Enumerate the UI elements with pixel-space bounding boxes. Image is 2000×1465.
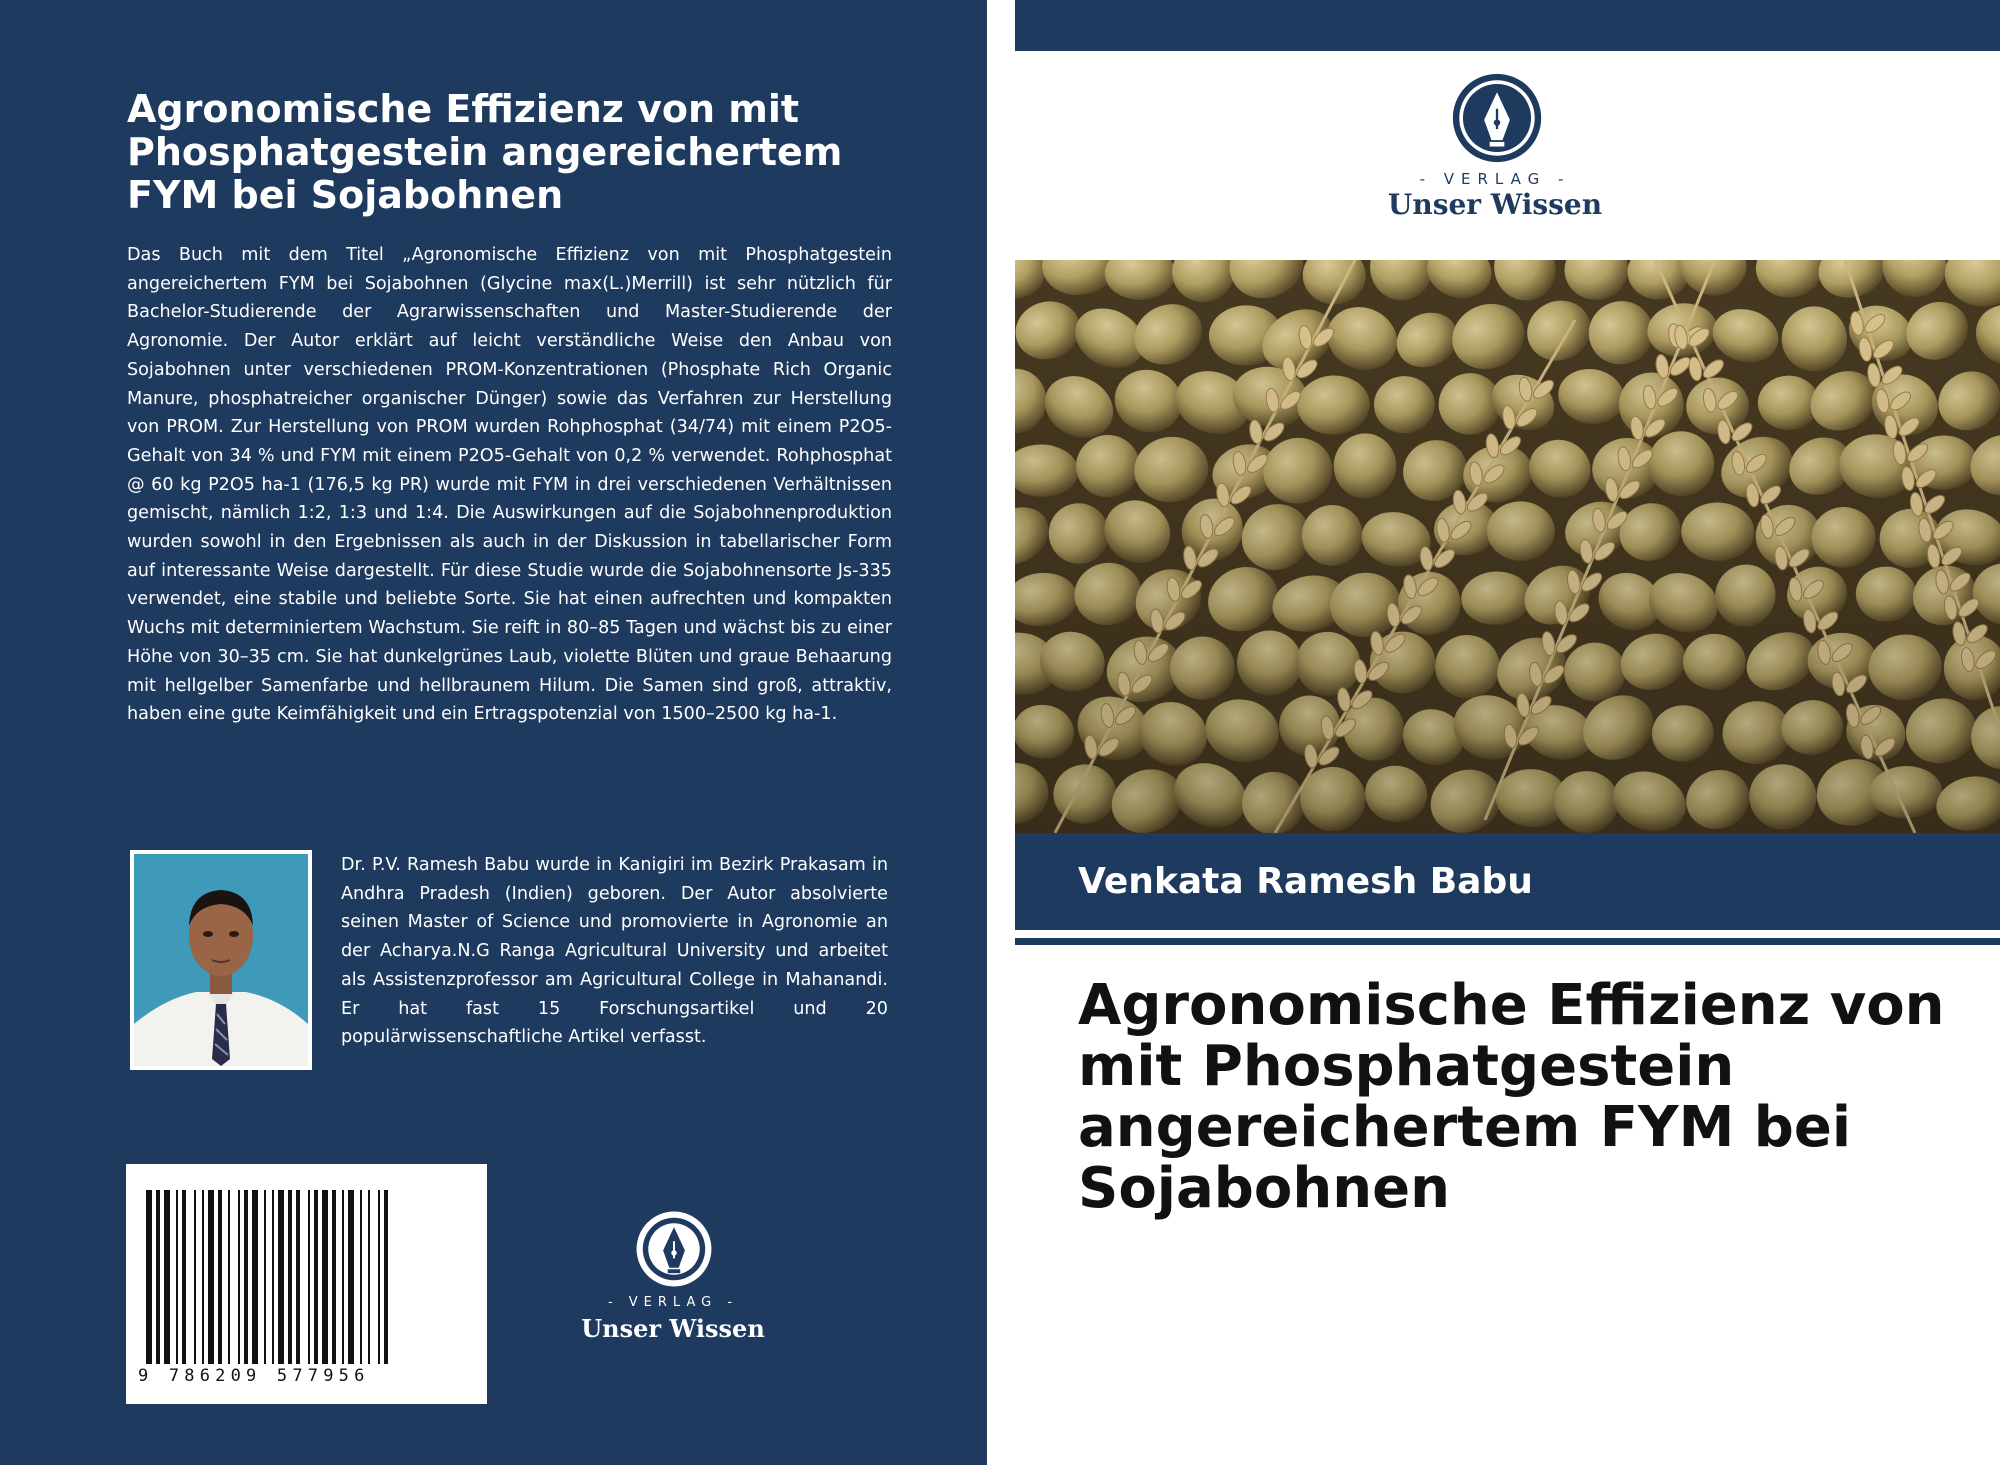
author-bio: Dr. P.V. Ramesh Babu wurde in Kanigiri im Bezirk Prakasam in Andhra Pradesh (Indien) geboren. Der Autor absolvierte seinen Master of Science und promovierte in Agronomie an der Acharya.N.G Ranga Agricultural University und arbeitet als Assistenzprofessor am Agricultural College in Mahanandi. Er hat fast 15 Forschungsartikel und 20 populärwissenschaftliche Artikel verfasst. <box>341 855 888 1048</box>
verlag-label: - VERLAG - <box>1419 170 1571 188</box>
book-blurb: Das Buch mit dem Titel „Agronomische Effizienz von mit Phosphatgestein angereichertem FYM bei Sojabohnen (Glycine max(L.)Merrill) ist sehr nützlich für Bachelor-Studierende der Agrarwissenschaften und Master-Studierende der Agronomie. Der Autor erklärt auf leicht verständliche Weise den Anbau von Sojabohnen unter verschiedenen PROM-Konzentrationen (Phosphate Rich Organic Manure, phosphatreicher organischer Dünger) sowie das Verfahren zur Herstellung von PROM. Zur Herstellung von PROM wurden Rohphosphat (34/74) mit einem P2O5-Gehalt von 34 % und FYM mit einem P2O5-Gehalt von 0,2 % verwendet. Rohphosphat @ 60 kg P2O5 ha-1 (176,5 kg PR) wurde mit FYM in drei verschiedenen Verhältnissen gemischt, nämlich 1:2, 1:3 und 1:4. Die Auswirkungen auf die Sojabohnenproduktion wurden sowohl in den Ergebnissen als auch in der Diskussion in tabellarischer Form auf interessante Weise dargestellt. Für diese Studie wurde die Sojabohnensorte Js-335 verwendet, eine stabile und beliebte Sorte. Sie hat einen aufrechten und kompakten Wuchs mit determiniertem Wachstum. Sie reift in 80–85 Tagen und wächst bis zu einer Höhe von 30–35 cm. Sie hat dunkelgrünes Laub, violette Blüten und graue Behaarung mit hellgelber Samenfarbe und hellbraunem Hilum. Die Samen sind groß, attraktiv, haben eine gute Keimfähigkeit und ein Ertragspotenzial von 1500–2500 kg ha-1. <box>127 245 892 725</box>
back-publisher-logo <box>568 1210 778 1350</box>
barcode-bars <box>126 1164 487 1364</box>
back-cover-title: Agronomische Effizienz von mit Phosphatgestein angereichertem FYM bei Sojabohnen <box>127 87 843 217</box>
front-top-bar <box>1015 0 2000 51</box>
isbn-barcode <box>126 1164 487 1404</box>
author-portrait-image <box>134 854 308 1066</box>
cover-photo-soybeans-wheat <box>1015 260 2000 833</box>
author-photo <box>130 850 312 1070</box>
front-author-name: Venkata Ramesh Babu <box>1078 861 1533 902</box>
front-publisher-logo <box>1385 72 1605 222</box>
back-cover <box>0 0 987 1465</box>
soybeans-wheat-image <box>1015 260 2000 833</box>
author-band <box>1015 833 2000 930</box>
divider-rule <box>1015 938 2000 945</box>
publisher-name: Unser Wissen <box>1387 188 1603 221</box>
fountain-pen-nib-icon <box>635 1210 713 1288</box>
verlag-label: - VERLAG - <box>607 1295 739 1310</box>
isbn-digits: 9 786209 577956 <box>138 1366 370 1386</box>
front-cover-title: Agronomische Effizienz von mit Phosphatgestein angereichertem FYM bei Sojabohnen <box>1078 973 1945 1221</box>
fountain-pen-nib-icon <box>1451 72 1543 164</box>
publisher-name: Unser Wissen <box>581 1314 765 1343</box>
